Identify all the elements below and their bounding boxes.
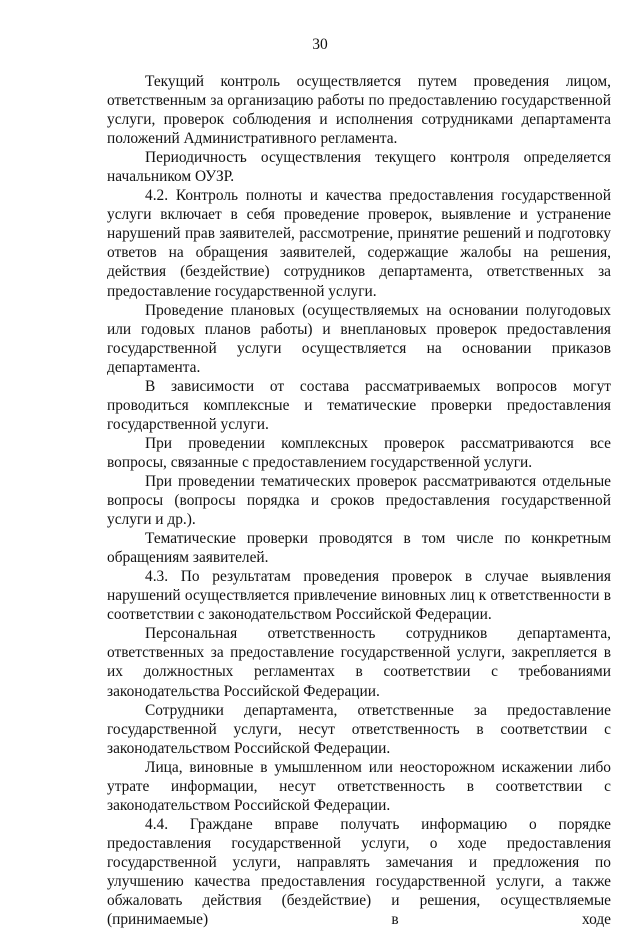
paragraph-personal-responsibility: Персональная ответственность сотрудников департамента, ответственных за предоставление государственной услуги, закрепляется в их должностных регламентах в соответствии с требованиями законодательства Российской Федерации. (107, 625, 611, 700)
paragraph-thematic-by-appeals: Тематические проверки проводятся в том числе по конкретным обращениям заявителей. (107, 530, 611, 567)
paragraph-planned-inspections: Проведение плановых (осуществляемых на основании полугодовых или годовых планов работы) и внеплановых проверок предоставления государственной услуги осуществляется на основании приказов департамента. (107, 301, 611, 376)
paragraph-thematic-inspections: При проведении тематических проверок рассматриваются отдельные вопросы (вопросы порядка и сроков предоставления государственной услуги и др.). (107, 472, 611, 529)
paragraph-current-control: Текущий контроль осуществляется путем проведения лицом, ответственным за организацию работы по предоставлению государственной услуги, проверок соблюдения и исполнения сотрудниками департамента положений Административного регламента. (107, 73, 611, 148)
paragraph-control-periodicity: Периодичность осуществления текущего контроля определяется начальником ОУЗР. (107, 149, 611, 186)
paragraph-section-4-3: 4.3. По результатам проведения проверок в случае выявления нарушений осуществляется привлечение виновных лиц к ответственности в соответствии с законодательством Российской Федерации. (107, 568, 611, 624)
paragraph-section-4-2: 4.2. Контроль полноты и качества предоставления государственной услуги включает в себя проведение проверок, выявление и устранение нарушений прав заявителей, рассмотрение, принятие решений и подготовку ответов на обращения заявителей, содержащие жалобы на решения, действия (бездействие) сотрудников департамента, ответственных за предоставление государственной услуги. (107, 187, 611, 300)
paragraph-inspection-types: В зависимости от состава рассматриваемых вопросов могут проводиться комплексные и тематические проверки предоставления государственной услуги. (107, 377, 611, 433)
paragraph-section-4-4: 4.4. Граждане вправе получать информацию о порядке предоставления государственной услуги, о ходе предоставления государственной услуги, направлять замечания и предложения по улучшению качества предоставления государственной услуги, а также обжаловать действия (бездействие) и решения, осуществляемые (принимаемые) в ходе (107, 815, 611, 929)
paragraph-employees-responsibility: Сотрудники департамента, ответственные за предоставление государственной услуги, несут ответственность в соответствии с законодательством Российской Федерации. (107, 701, 611, 757)
paragraph-complex-inspections: При проведении комплексных проверок рассматриваются все вопросы, связанные с предоставлением государственной услуги. (107, 434, 611, 471)
page-number: 30 (312, 36, 328, 53)
paragraph-information-distortion: Лица, виновные в умышленном или неосторожном искажении либо утрате информации, несут ответственность в соответствии с законодательством Российской Федерации. (107, 758, 611, 814)
document-body (107, 72, 611, 929)
